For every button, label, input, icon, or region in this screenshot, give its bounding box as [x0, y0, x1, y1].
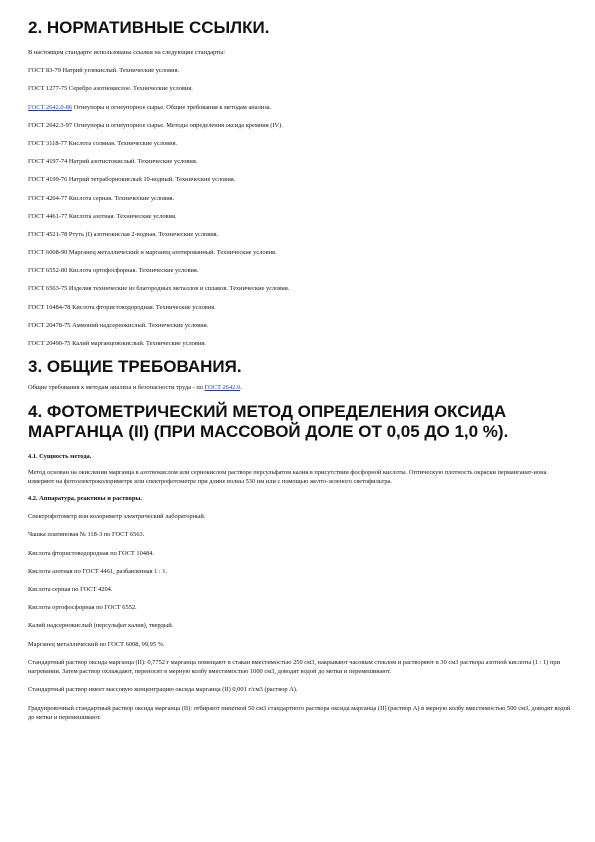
reference-code[interactable]: ГОСТ 2642.0-86 — [28, 103, 73, 111]
section-2-title: 2. НОРМАТИВНЫЕ ССЫЛКИ. — [28, 18, 270, 37]
reagent-item: Кислота фтористоводородная по ГОСТ 10484. — [28, 549, 154, 557]
reference-code: ГОСТ 3118-77 — [28, 139, 68, 147]
reagent-item: Марганец металлический по ГОСТ 6008, 99,95 %. — [28, 640, 165, 648]
reference-code: ГОСТ 4204-77 — [28, 194, 68, 202]
reference-title: Огнеупоры и огнеупорное сырье. Методы определения оксида кремния (IV). — [73, 121, 283, 129]
section-3-text — [28, 383, 573, 392]
reference-item — [28, 266, 573, 275]
reference-item — [28, 230, 573, 239]
section-4-title — [28, 402, 573, 442]
reference-item — [28, 139, 573, 148]
subsection-4-1-text: Метод основан на окислении марганца в азотнокислом или сернокислом растворе персульфатом калия в присутствии фосфорной кислоты. Оптическую плотность окраски перманганат-иона измеряют на фотоэлектроколориметре или спектрофотометре при длине волны 530 нм или с помощью желто-зеленого светофильтра. — [28, 469, 547, 486]
reference-code: ГОСТ 6563-75 — [28, 285, 68, 293]
reference-item — [28, 303, 573, 312]
standard-solution-concentration-text: Стандартный раствор имеет массовую концентрацию оксида марганца (II) 0,001 г/см3 (раствор А). — [28, 685, 298, 693]
reference-title: Кислота соляная. Технические условия. — [68, 139, 178, 147]
reference-code: ГОСТ 2642.3-97 — [28, 121, 73, 129]
reference-item — [28, 194, 573, 203]
reference-code: ГОСТ 4197-74 — [28, 158, 68, 166]
reference-code: ГОСТ 6552-80 — [28, 267, 68, 275]
reference-title: Серебро азотнокислое. Технические условия. — [68, 85, 193, 93]
section-3-text-before: Общие требования к методам анализа и безопасности труда - по — [28, 384, 203, 392]
reference-code: ГОСТ 10484-78 — [28, 303, 71, 311]
reference-item — [28, 248, 573, 257]
reference-title: Натрий тетраборнокислый 10-водный. Технические условия. — [68, 176, 236, 184]
reference-item — [28, 321, 573, 330]
reference-item — [28, 212, 573, 221]
reference-title: Ртуть (I) азотнокислая 2-водная. Технические условия. — [68, 230, 219, 238]
reagent-item: Чашка платиновая № 118-3 по ГОСТ 6563. — [28, 531, 145, 539]
gost-2642-0-link[interactable]: ГОСТ 2642.0 — [204, 384, 241, 392]
reference-title: Кислота ортофосфорная. Технические условия. — [68, 267, 199, 275]
section-3-text-after: . — [240, 384, 242, 392]
reagent-item: Кислота серная по ГОСТ 4204. — [28, 585, 113, 593]
section-2-intro: В настоящем стандарте использованы ссылки на следующие стандарты: — [28, 49, 226, 56]
reference-title: Изделия технические из благородных металлов и сплавов. Технические условия. — [68, 285, 290, 293]
reference-item — [28, 284, 573, 293]
reference-title: Марганец металлический и марганец азотированный. Технические условия. — [68, 249, 277, 257]
reference-code: ГОСТ 4199-76 — [28, 176, 68, 184]
reagent-item: Калий надсернокислый (персульфат калия), твердый. — [28, 622, 174, 630]
reference-item — [28, 121, 573, 130]
reference-title: Калий марганцовокислый. Технические условия. — [72, 340, 206, 347]
reference-code: ГОСТ 4461-77 — [28, 212, 68, 220]
reagents-list — [28, 512, 573, 648]
reference-title: Кислота серная. Технические условия. — [68, 194, 175, 202]
reference-code: ГОСТ 83-79 — [28, 67, 61, 75]
section-4-title-line1: 4. ФОТОМЕТРИЧЕСКИЙ МЕТОД ОПРЕДЕЛЕНИЯ ОКСИДА — [28, 402, 507, 422]
section-4-title-line2: МАРГАНЦА (II) (ПРИ МАССОВОЙ ДОЛЕ ОТ 0,05 ДО 1,0 %). — [28, 422, 509, 442]
references-list — [28, 66, 573, 348]
reference-code: ГОСТ 1277-75 — [28, 85, 68, 93]
reference-item — [28, 84, 573, 93]
section-3-title: 3. ОБЩИЕ ТРЕБОВАНИЯ. — [28, 357, 242, 377]
reference-code: ГОСТ 4521-78 — [28, 230, 68, 238]
reagent-item: Спектрофотометр или колориметр электрический лабораторный. — [28, 513, 206, 521]
reference-code: ГОСТ 20478-75 — [28, 321, 71, 329]
reference-code: ГОСТ 6008-90 — [28, 249, 68, 257]
subsection-4-2-title: 4.2. Аппаратура, реактивы и растворы. — [28, 495, 143, 503]
reference-item — [28, 339, 573, 348]
reference-title: Кислота фтористоводородная. Технические условия. — [72, 303, 216, 311]
reference-item — [28, 157, 573, 166]
reference-title: Огнеупоры и огнеупорное сырье. Общие требования к методам анализа. — [73, 103, 272, 111]
standard-solution-text: Стандартный раствор оксида марганца (II): 0,7752 г марганца помещают в стакан вместимостью 250 см3, накрывают часовым стеклом и растворяют в 30 см3 раствора азотной кислоты (1 : 1) при нагревании. Затем раствор охлаждают, переносят в мерную колбу вместимостью 1000 см3, доводят водой до метки и перемешивают. — [28, 658, 561, 675]
reference-item — [28, 175, 573, 184]
reagent-item: Кислота ортофосфорная по ГОСТ 6552. — [28, 604, 137, 612]
document-page — [28, 18, 573, 722]
reference-code: ГОСТ 20490-75 — [28, 340, 71, 347]
subsection-4-1-title: 4.1. Сущность метода. — [28, 453, 92, 461]
calibration-solution-text: Градуировочный стандартный раствор оксида марганца (II): отбирают пипеткой 50 см3 стандартного раствора оксида марганца (II) (раствор А) в мерную колбу вместимостью 500 см3, доводят водой до метки и перемешивают. — [28, 704, 571, 721]
reference-title: Натрий азотистокислый. Технические условия. — [68, 158, 198, 166]
reference-title: Аммоний надсернокислый. Технические условия. — [72, 321, 209, 329]
reference-title: Кислота азотная. Технические условия. — [68, 212, 177, 220]
reference-item — [28, 103, 573, 112]
reference-title: Натрий углекислый. Технические условия. — [62, 67, 180, 75]
reference-item — [28, 66, 573, 75]
reagent-item: Кислота азотная по ГОСТ 4461, разбавленная 1 : 1. — [28, 567, 168, 575]
